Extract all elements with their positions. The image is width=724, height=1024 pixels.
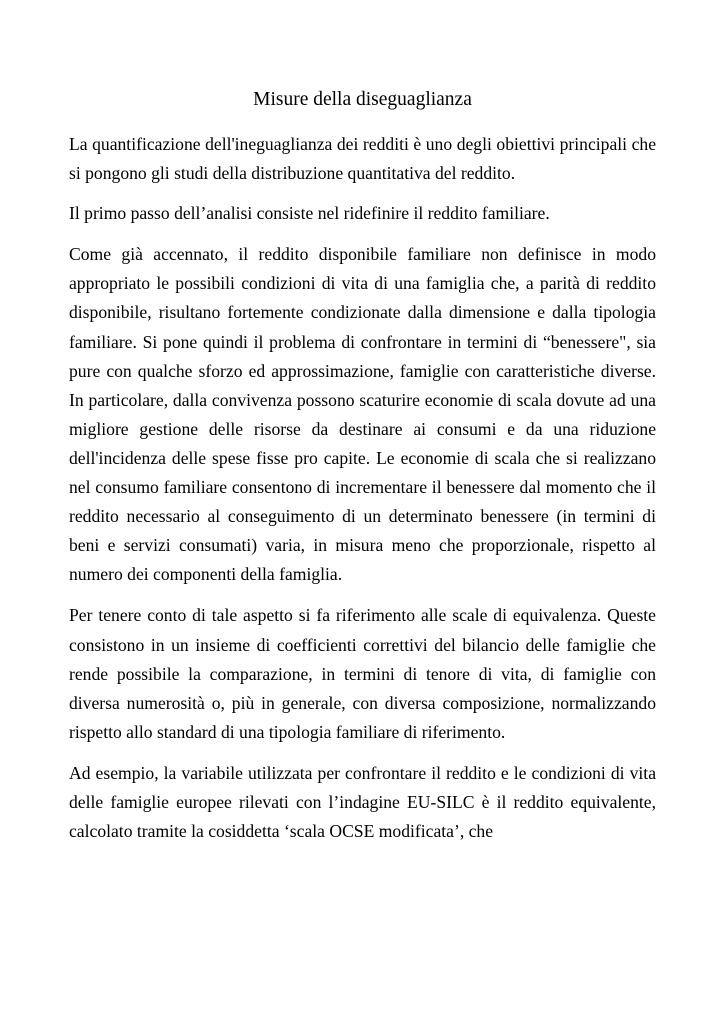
- paragraph-first-step: Il primo passo dell’analisi consiste nel ridefinire il reddito familiare.: [69, 203, 550, 224]
- paragraph-intro: La quantificazione dell'ineguaglianza dei redditi è uno degli obiettivi principali che si pongono gli studi della distribuzione quantitativa del reddito.: [69, 134, 656, 184]
- paragraph-household-income: Come già accennato, il reddito disponibile familiare non definisce in modo appropriato le possibili condizioni di vita di una famiglia che, a parità di reddito disponibile, risultano fortemente condizionate dalla dimensione e dalla tipologia familiare. Si pone quindi il problema di confrontare in termini di “benessere", sia pure con qualche sforzo ed approssimazione, famiglie con caratteristiche diverse. In particolare, dalla convivenza possono scaturire economie di scala dovute ad una migliore gestione delle risorse da destinare ai consumi e da una riduzione dell'incidenza delle spese fisse pro capite. Le economie di scala che si realizzano nel consumo familiare consentono di incrementare il benessere dal momento che il reddito necessario al conseguimento di un determinato benessere (in termini di beni e servizi consumati) varia, in misura meno che proporzionale, rispetto al numero dei componenti della famiglia.: [69, 244, 656, 585]
- page-title: Misure della diseguaglianza: [253, 89, 472, 110]
- paragraph-eu-silc-example: Ad esempio, la variabile utilizzata per confrontare il reddito e le condizioni di vita delle famiglie europee rilevati con l’indagine EU-SILC è il reddito equivalente, calcolato tramite la cosiddetta ‘scala OCSE modificata’, che: [69, 762, 656, 842]
- paragraph-equivalence-scales: Per tenere conto di tale aspetto si fa riferimento alle scale di equivalenza. Queste consistono in un insieme di coefficienti correttivi del bilancio delle famiglie che rende possibile la comparazione, in termini di tenore di vita, di famiglie con diversa numerosità o, più in generale, con diversa composizione, normalizzando rispetto allo standard di una tipologia familiare di riferimento.: [69, 605, 656, 742]
